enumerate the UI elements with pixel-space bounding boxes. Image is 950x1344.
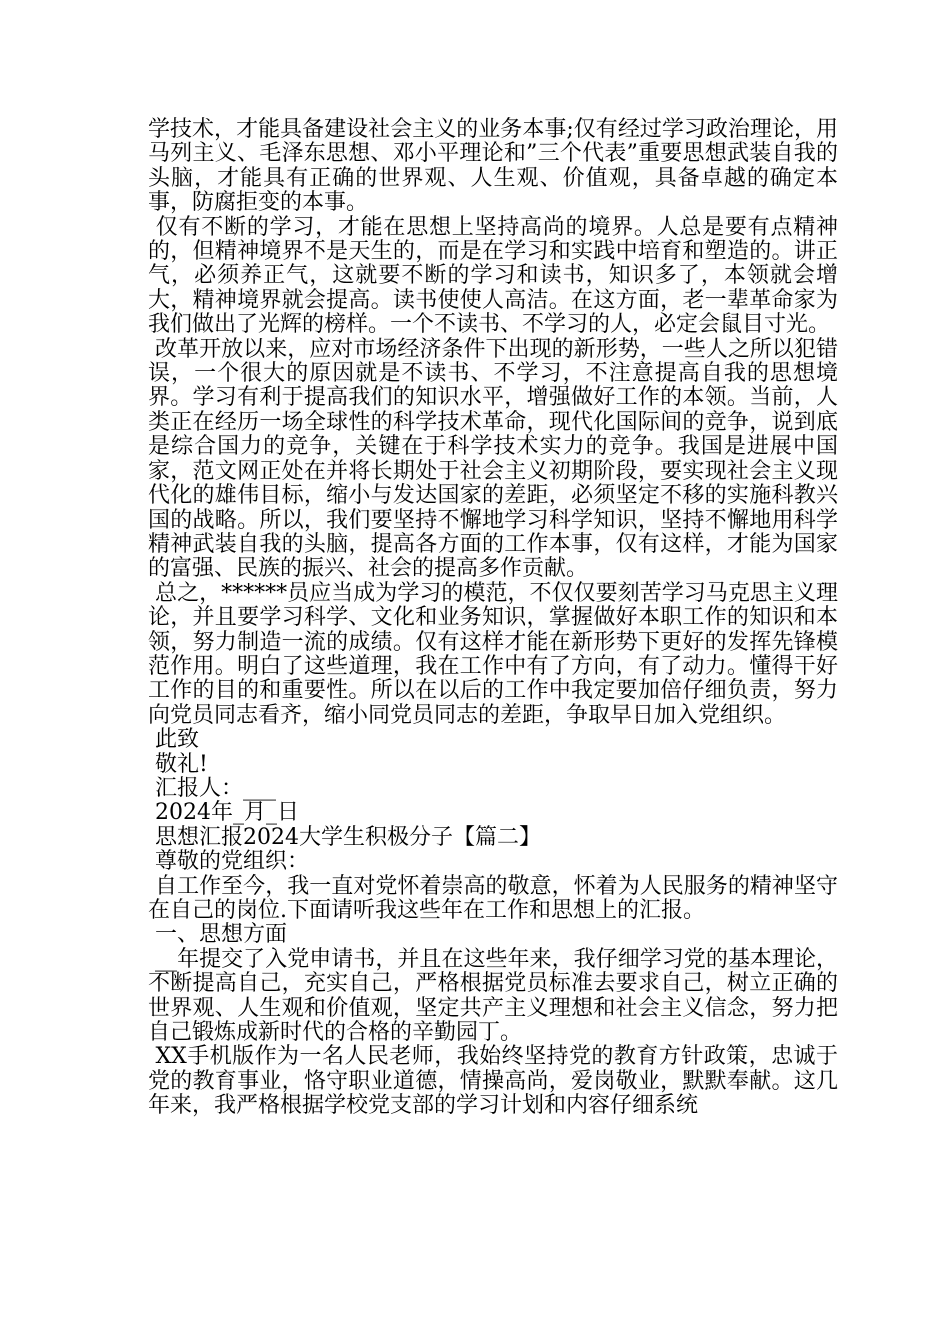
body-paragraph: XX手机版作为一名人民老师，我始终坚持党的教育方针政策，忠诚于党的教育事业，恪守职业道德，情操高尚，爱岗敬业，默默奉献。这几年来，我严格根据学校党支部的学习计划和内容仔细系统	[148, 1044, 838, 1119]
section-title: 思想汇报2024大学生积极分子【篇二】	[148, 824, 541, 850]
date-line: 2024年_月_日	[148, 800, 299, 826]
body-paragraph: 仅有不断的学习，才能在思想上坚持高尚的境界。人总是要有点精神的，但精神境界不是天生的，而是在学习和实践中培育和塑造的。讲正气，必须养正气，这就要不断的学习和读书，知识多了，本领就会增大，精神境界就会提高。读书使使人高洁。在这方面，老一辈革命家为我们做出了光辉的榜样。一个不读书、不学习的人，必定会鼠目寸光。	[148, 214, 838, 338]
document-body	[148, 118, 838, 1119]
closing-regards: 敬礼!	[148, 751, 208, 777]
reporter-line: 汇报人：___	[148, 775, 277, 801]
greeting-line: 尊敬的党组织：	[148, 849, 310, 875]
body-paragraph: 改革开放以来，应对市场经济条件下出现的新形势，一些人之所以犯错误，一个很大的原因就是不读书、不学习，不注意提高自我的思想境界。学习有利于提高我们的知识水平，增强做好工作的本领。当前，人类正在经历一场全球性的科学技术革命，现代化国际间的竞争，说到底是综合国力的竞争，关键在于科学技术实力的竞争。我国是进展中国家，范文网正处在并将长期处于社会主义初期阶段，要实现社会主义现代化的雄伟目标，缩小与发达国家的差距，必须坚定不移的实施科教兴国的战略。所以，我们要坚持不懈地学习科学知识，坚持不懈地用科学精神武装自我的头脑，提高各方面的工作本事，仅有这样，才能为国家的富强、民族的振兴、社会的提高多作贡献。	[148, 336, 838, 582]
closing-salutation: 此致	[148, 727, 200, 753]
subsection-heading: 一、思想方面	[148, 922, 288, 948]
body-paragraph: __年提交了入党申请书，并且在这些年来，我仔细学习党的基本理论，不断提高自己，充实自己，严格根据党员标准去要求自己，树立正确的世界观、人生观和价值观，坚定共产主义理想和社会主义信念，努力把自己锻炼成新时代的合格的辛勤园丁。	[148, 946, 838, 1046]
body-paragraph: 自工作至今，我一直对党怀着崇高的敬意，怀着为人民服务的精神坚守在自己的岗位.下面请听我这些年在工作和思想上的汇报。	[148, 873, 838, 923]
body-paragraph: 学技术，才能具备建设社会主义的业务本事;仅有经过学习政治理论，用马列主义、毛泽东思想、邓小平理论和”三个代表”重要思想武装自我的头脑，才能具有正确的世界观、人生观、价值观，具备卓越的确定本事，防腐拒变的本事。	[148, 117, 838, 216]
body-paragraph: 总之，******员应当成为学习的模范，不仅仅要刻苦学习马克思主义理论，并且要学习科学、文化和业务知识，掌握做好本职工作的知识和本领，努力制造一流的成绩。仅有这样才能在新形势下更好的发挥先锋模范作用。明白了这些道理，我在工作中有了方向，有了动力。懂得干好工作的目的和重要性。所以在以后的工作中我定要加倍仔细负责，努力向党员同志看齐，缩小同党员同志的差距，争取早日加入党组织。	[148, 580, 838, 728]
